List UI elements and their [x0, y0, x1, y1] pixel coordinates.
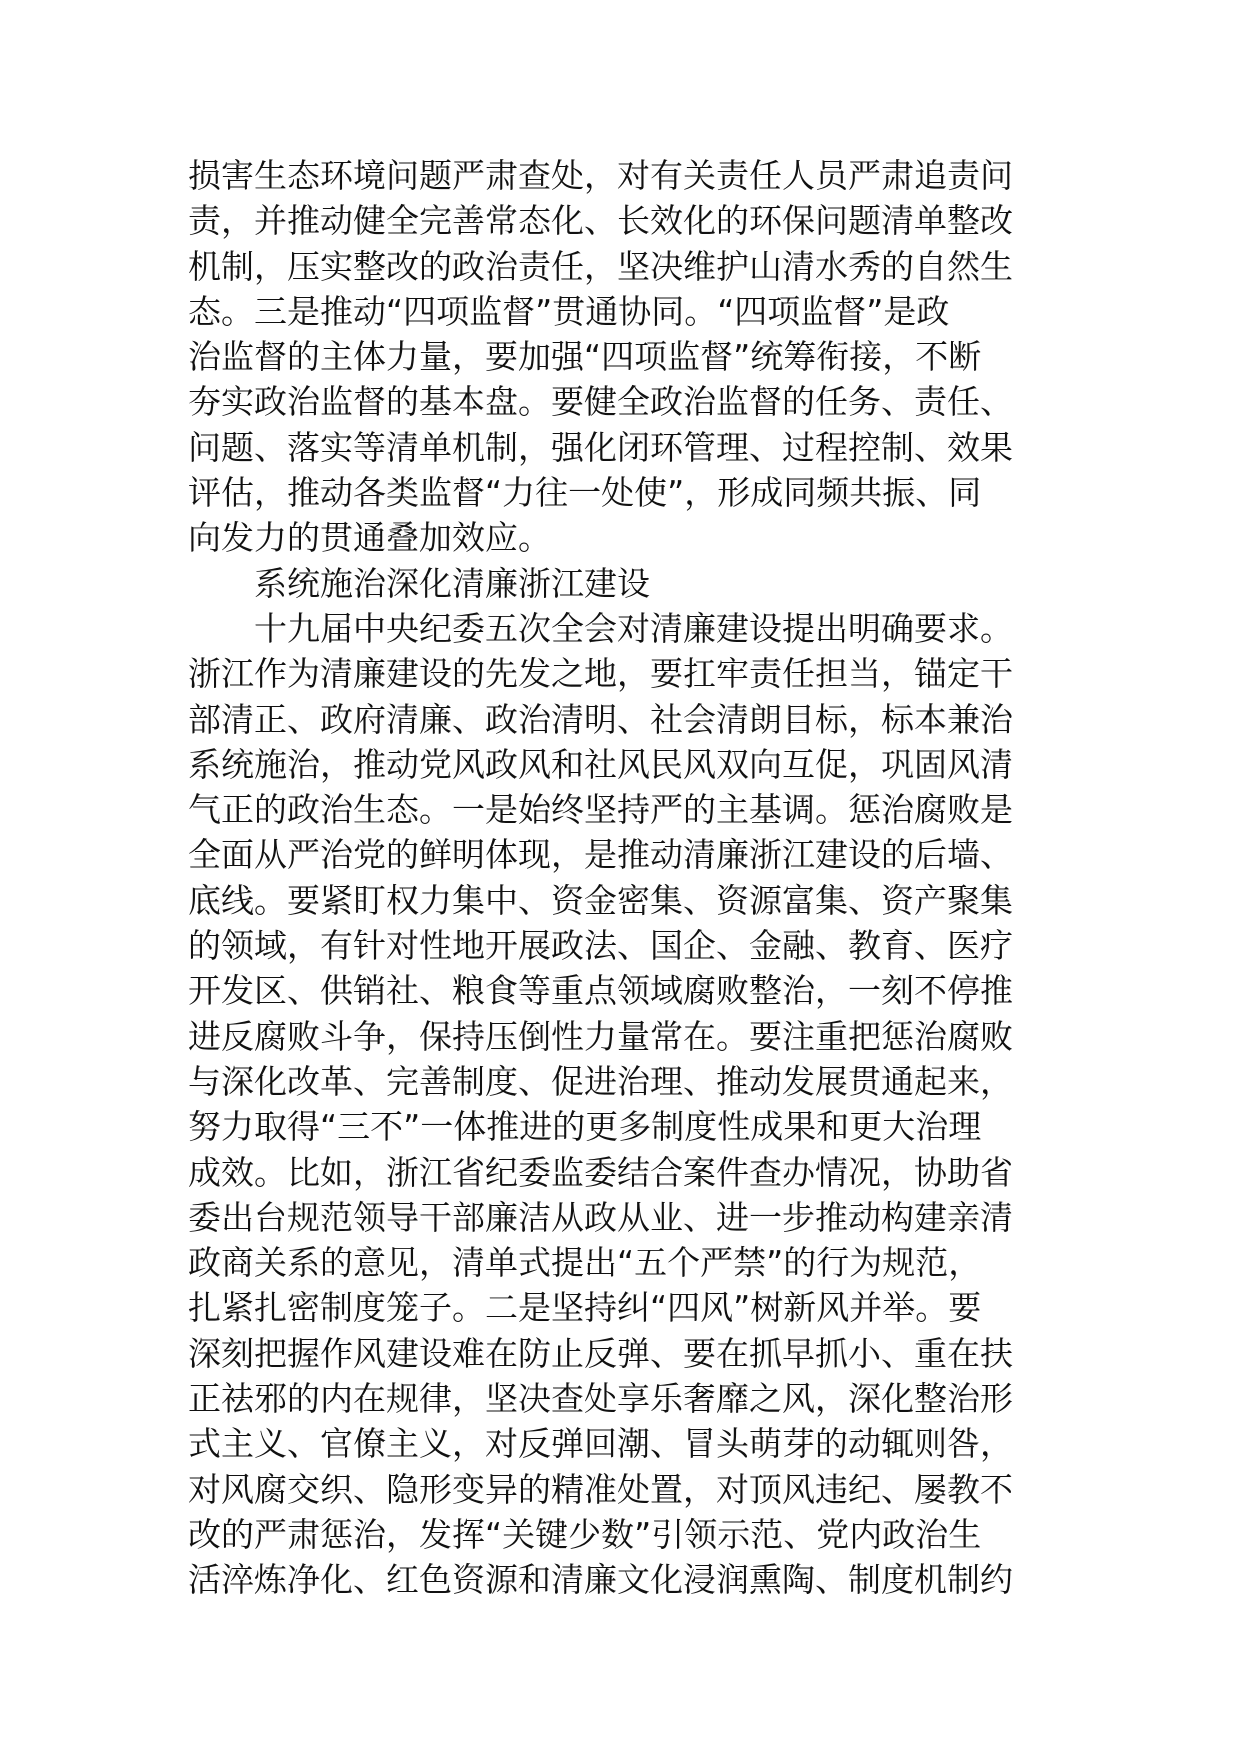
text-line: 系统施治，推动党风政风和社风民风双向互促，巩固风清 [188, 744, 1013, 784]
text-line: 对风腐交织、隐形变异的精准处置，对顶风违纪、屡教不 [188, 1469, 1013, 1509]
text-line: 努力取得“三不”一体推进的更多制度性成果和更大治理 [188, 1107, 982, 1147]
text-line: 责，并推动健全完善常态化、长效化的环保问题清单整改 [188, 201, 1013, 241]
text-line: 问题、落实等清单机制，强化闭环管理、过程控制、效果 [188, 427, 1013, 467]
text-line: 损害生态环境问题严肃查处，对有关责任人员严肃追责问 [188, 156, 1013, 195]
text-line: 式主义、官僚主义，对反弹回潮、冒头萌芽的动辄则咎， [188, 1424, 1013, 1464]
text-line: 夯实政治监督的基本盘。要健全政治监督的任务、责任、 [188, 382, 1013, 422]
text-line: 成效。比如，浙江省纪委监委结合案件查办情况，协助省 [188, 1152, 1013, 1192]
text-line: 评估，推动各类监督“力往一处使”，形成同频共振、同 [188, 473, 982, 513]
text-line: 正祛邪的内在规律，坚决查处享乐奢靡之风，深化整治形 [188, 1379, 1013, 1419]
text-line: 深刻把握作风建设难在防止反弹、要在抓早抓小、重在扶 [188, 1333, 1013, 1373]
paragraph-first-line: 十九届中央纪委五次全会对清廉建设提出明确要求。 [254, 608, 1013, 648]
section-heading: 系统施治深化清廉浙江建设 [254, 563, 650, 603]
text-line: 开发区、供销社、粮食等重点领域腐败整治，一刻不停推 [188, 971, 1013, 1011]
text-line: 气正的政治生态。一是始终坚持严的主基调。惩治腐败是 [188, 790, 1013, 830]
text-line: 态。三是推动“四项监督”贯通协同。“四项监督”是政 [188, 291, 950, 331]
text-line: 全面从严治党的鲜明体现，是推动清廉浙江建设的后墙、 [188, 835, 1013, 875]
text-line: 向发力的贯通叠加效应。 [188, 518, 551, 558]
text-line: 浙江作为清廉建设的先发之地，要扛牢责任担当，锚定干 [188, 654, 1013, 694]
text-line: 部清正、政府清廉、政治清明、社会清朗目标，标本兼治 [188, 699, 1013, 739]
text-line: 改的严肃惩治，发挥“关键少数”引领示范、党内政治生 [188, 1514, 982, 1554]
text-line: 的领域，有针对性地开展政法、国企、金融、教育、医疗 [188, 926, 1013, 966]
text-line: 与深化改革、完善制度、促进治理、推动发展贯通起来， [188, 1061, 1013, 1101]
text-line: 扎紧扎密制度笼子。二是坚持纠“四风”树新风并举。要 [188, 1288, 982, 1328]
text-line: 进反腐败斗争，保持压倒性力量常在。要注重把惩治腐败 [188, 1016, 1013, 1056]
document-body [188, 153, 1060, 1603]
text-line: 机制，压实整改的政治责任，坚决维护山清水秀的自然生 [188, 246, 1013, 286]
text-line: 治监督的主体力量，要加强“四项监督”统筹衔接，不断 [188, 337, 982, 377]
text-line: 底线。要紧盯权力集中、资金密集、资源富集、资产聚集 [188, 880, 1013, 920]
text-line: 政商关系的意见，清单式提出“五个严禁”的行为规范， [188, 1243, 982, 1283]
text-line: 活淬炼净化、红色资源和清廉文化浸润熏陶、制度机制约 [188, 1560, 1013, 1600]
text-line: 委出台规范领导干部廉洁从政从业、进一步推动构建亲清 [188, 1197, 1013, 1237]
